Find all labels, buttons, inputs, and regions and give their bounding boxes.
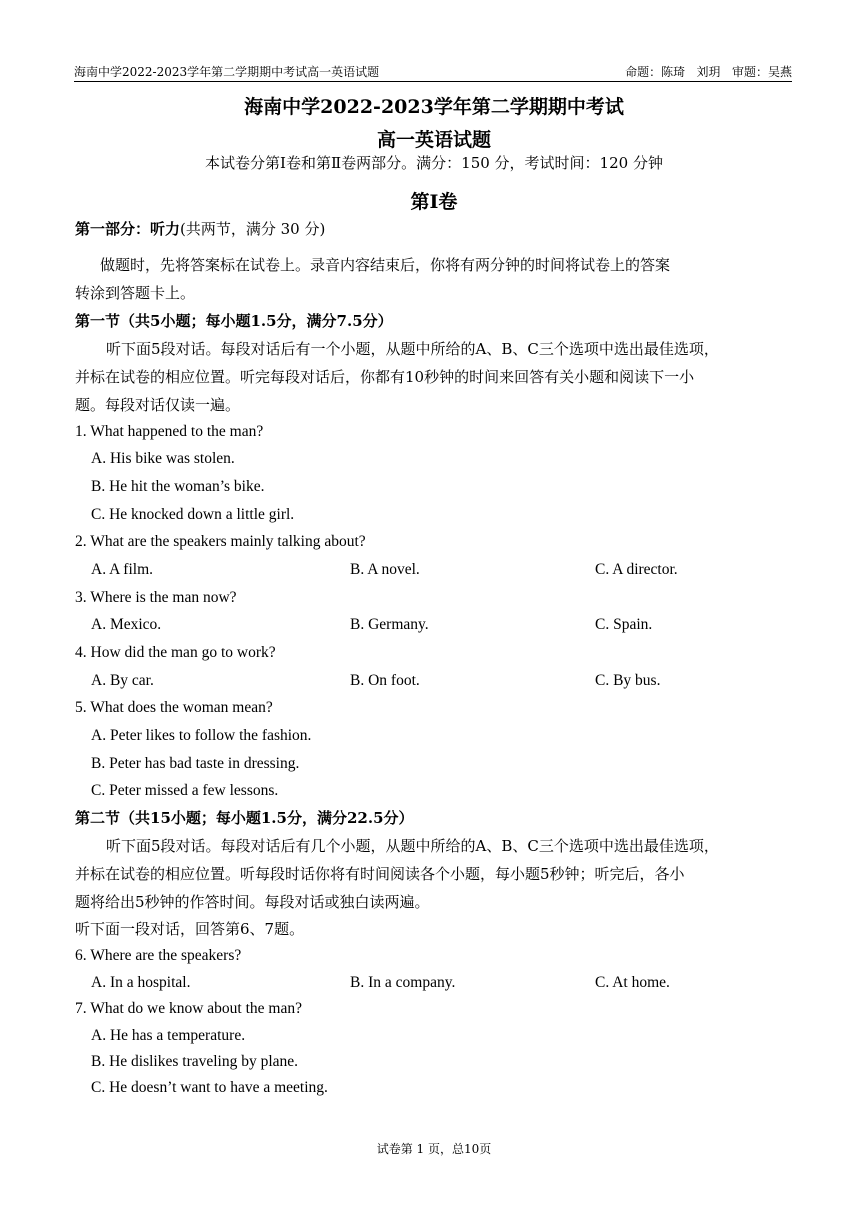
section1-heading: 第一节（共5小题；每小题1.5分，满分7.5分） xyxy=(75,312,393,330)
question-5-stem: 5. What does the woman mean? xyxy=(75,699,273,716)
question-3-option-c: C. Spain. xyxy=(595,616,653,633)
exam-subtitle: 高一英语试题 xyxy=(376,129,491,151)
section1-instruction-2: 并标在试卷的相应位置。听完每段对话后，你都有10秒钟的时间来回答有关小题和阅读下一小 xyxy=(75,368,695,386)
question-3-stem: 3. Where is the man now? xyxy=(75,589,237,606)
question-4-option-a: A. By car. xyxy=(91,672,154,689)
volume-heading: 第Ⅰ卷 xyxy=(410,191,458,213)
question-1-option-b: B. He hit the woman’s bike. xyxy=(91,478,265,495)
question-1-stem: 1. What happened to the man? xyxy=(75,423,264,440)
question-1-option-a: A. His bike was stolen. xyxy=(91,450,235,467)
question-2-stem: 2. What are the speakers mainly talking about? xyxy=(75,533,366,550)
question-7-option-c: C. He doesn’t want to have a meeting. xyxy=(91,1079,328,1096)
section2-heading: 第二节（共15小题；每小题1.5分，满分22.5分） xyxy=(75,809,414,827)
header-title: 海南中学2022-2023学年第二学期期中考试高一英语试题 xyxy=(74,65,380,79)
question-4-option-b: B. On foot. xyxy=(350,672,420,689)
question-3-option-a: A. Mexico. xyxy=(91,616,162,633)
section1-instruction-1: 听下面5段对话。每段对话后有一个小题，从题中所给的A、B、C三个选项中选出最佳选项， xyxy=(106,340,719,358)
question-7-option-a: A. He has a temperature. xyxy=(91,1027,246,1044)
part1-heading-bold: 第一部分：听力 xyxy=(75,220,181,238)
running-header xyxy=(74,64,792,80)
section1-instruction-3: 题。每段对话仅读一遍。 xyxy=(75,396,241,414)
question-4-option-c: C. By bus. xyxy=(595,672,661,689)
question-6-option-c: C. At home. xyxy=(595,974,670,991)
header-rule xyxy=(74,81,792,82)
question-5-option-a: A. Peter likes to follow the fashion. xyxy=(91,727,312,744)
page-footer: 试卷第 1 页，总10页 xyxy=(376,1142,492,1156)
section2-instruction-4: 听下面一段对话，回答第6、7题。 xyxy=(75,920,305,938)
question-5-option-c: C. Peter missed a few lessons. xyxy=(91,782,279,799)
section2-instruction-2: 并标在试卷的相应位置。听每段时话你将有时间阅读各个小题，每小题5秒钟；听完后，各小 xyxy=(75,865,685,883)
part1-instruction-2: 转涂到答题卡上。 xyxy=(75,284,196,302)
header-authors: 命题：陈琦 刘玥 审题：吴燕 xyxy=(625,65,792,79)
question-2-option-c: C. A director. xyxy=(595,561,678,578)
question-6-option-a: A. In a hospital. xyxy=(91,974,191,991)
section2-instruction-1: 听下面5段对话。每段对话后有几个小题，从题中所给的A、B、C三个选项中选出最佳选项， xyxy=(106,837,719,855)
question-4-stem: 4. How did the man go to work? xyxy=(75,644,276,661)
part1-heading-rest: (共两节，满分 30 分) xyxy=(180,220,326,238)
question-7-option-b: B. He dislikes traveling by plane. xyxy=(91,1053,299,1070)
question-5-option-b: B. Peter has bad taste in dressing. xyxy=(91,755,300,772)
question-1-option-c: C. He knocked down a little girl. xyxy=(91,506,295,523)
question-3-option-b: B. Germany. xyxy=(350,616,429,633)
question-7-stem: 7. What do we know about the man? xyxy=(75,1000,302,1017)
exam-intro: 本试卷分第Ⅰ卷和第Ⅱ卷两部分。满分：150 分，考试时间：120 分钟 xyxy=(205,154,663,172)
question-2-option-b: B. A novel. xyxy=(350,561,420,578)
question-2-option-a: A. A film. xyxy=(91,561,154,578)
part1-heading xyxy=(75,219,325,239)
section2-instruction-3: 题将给出5秒钟的作答时间。每段对话或独白读两遍。 xyxy=(75,893,430,911)
part1-instruction-1: 做题时，先将答案标在试卷上。录音内容结束后，你将有两分钟的时间将试卷上的答案 xyxy=(100,256,671,274)
exam-title: 海南中学2022-2023学年第二学期期中考试 xyxy=(244,96,624,118)
question-6-option-b: B. In a company. xyxy=(350,974,456,991)
question-6-stem: 6. Where are the speakers? xyxy=(75,947,242,964)
